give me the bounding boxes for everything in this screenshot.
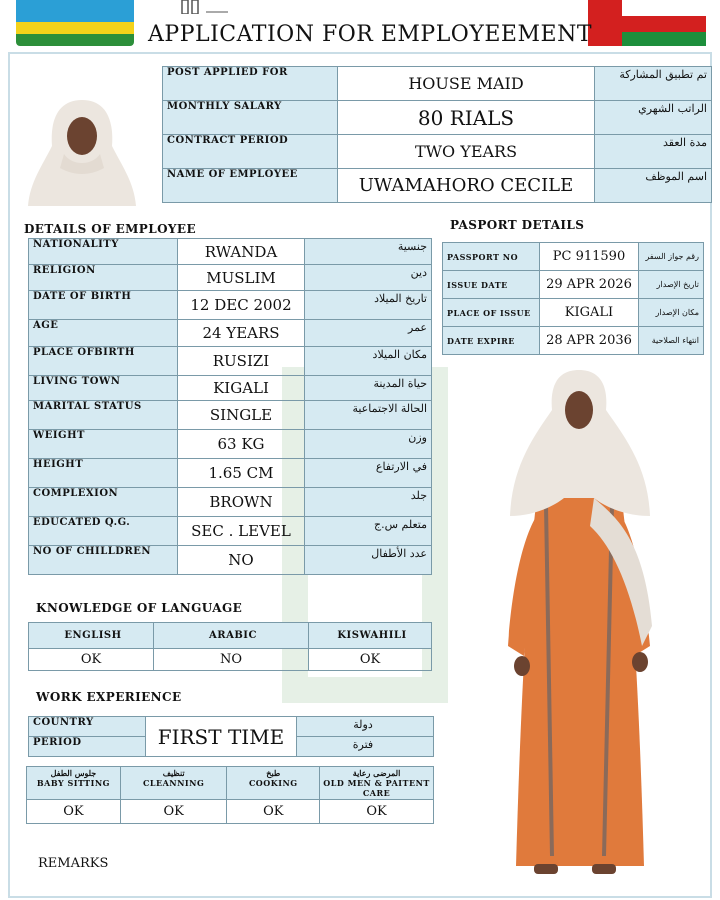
details-label: DATE OF BIRTH <box>29 291 178 320</box>
skill-value: OK <box>320 800 434 824</box>
passport-arabic: تاريخ الإصدار <box>639 271 704 299</box>
skill-arabic: طبخ <box>266 768 281 778</box>
passport-row <box>443 327 704 355</box>
passport-label: PASSPORT NO <box>443 243 540 271</box>
details-arabic: دين <box>305 265 432 291</box>
skill-value: OK <box>120 800 227 824</box>
language-english-value: OK <box>29 649 154 671</box>
contract-arabic: مدة العقد <box>595 135 712 169</box>
details-label: NO OF CHILLDREN <box>29 546 178 575</box>
name-arabic: اسم الموظف <box>595 169 712 203</box>
details-row <box>29 347 432 376</box>
passport-table <box>442 242 704 355</box>
skill-arabic: جلوس الطفل <box>50 768 97 778</box>
country-label: COUNTRY <box>29 717 146 737</box>
details-arabic: متعلم س.ج <box>305 517 432 546</box>
contract-value: TWO YEARS <box>338 135 595 169</box>
details-value: KIGALI <box>178 376 305 401</box>
salary-label: MONTHLY SALARY <box>163 101 338 135</box>
details-arabic: تاريخ الميلاد <box>305 291 432 320</box>
details-row <box>29 265 432 291</box>
details-arabic: حياة المدينة <box>305 376 432 401</box>
passport-heading: PASPORT DETAILS <box>450 218 585 232</box>
language-heading: KNOWLEDGE OF LANGUAGE <box>36 601 243 615</box>
details-label: HEIGHT <box>29 459 178 488</box>
details-value: SINGLE <box>178 401 305 430</box>
salary-arabic: الراتب الشهري <box>595 101 712 135</box>
oman-flag <box>588 0 706 46</box>
contract-label: CONTRACT PERIOD <box>163 135 338 169</box>
skill-arabic: تنظيف <box>162 768 185 778</box>
agency-logo-icon <box>180 0 230 14</box>
details-value: MUSLIM <box>178 265 305 291</box>
name-label: NAME OF EMPLOYEE <box>163 169 338 203</box>
details-label: LIVING TOWN <box>29 376 178 401</box>
passport-row <box>443 243 704 271</box>
details-value: SEC . LEVEL <box>178 517 305 546</box>
details-value: NO <box>178 546 305 575</box>
passport-arabic: انتهاء الصلاحية <box>639 327 704 355</box>
details-value: RWANDA <box>178 239 305 265</box>
country-arabic: دولة <box>297 717 434 737</box>
details-row <box>29 239 432 265</box>
details-label: MARITAL STATUS <box>29 401 178 430</box>
skill-header <box>27 767 121 800</box>
passport-label: DATE EXPIRE <box>443 327 540 355</box>
details-label: EDUCATED Q.G. <box>29 517 178 546</box>
details-arabic: مكان الميلاد <box>305 347 432 376</box>
passport-value: 28 APR 2036 <box>540 327 639 355</box>
details-row <box>29 517 432 546</box>
details-arabic: جنسية <box>305 239 432 265</box>
work-value: FIRST TIME <box>146 717 297 757</box>
remarks-label: REMARKS <box>38 856 109 871</box>
skill-label: OLD MEN & PAITENT CARE <box>323 778 430 798</box>
details-row <box>29 459 432 488</box>
period-label: PERIOD <box>29 737 146 757</box>
header-fields-table <box>162 66 712 203</box>
details-table <box>28 238 432 575</box>
passport-row <box>443 299 704 327</box>
passport-value: PC 911590 <box>540 243 639 271</box>
passport-label: ISSUE DATE <box>443 271 540 299</box>
details-row <box>29 291 432 320</box>
employee-full-photo <box>494 366 664 886</box>
details-arabic: جلد <box>305 488 432 517</box>
details-row <box>29 488 432 517</box>
details-label: PLACE OFBIRTH <box>29 347 178 376</box>
skill-label: COOKING <box>248 778 298 788</box>
skills-header-row <box>27 767 434 800</box>
details-row <box>29 546 432 575</box>
rwanda-flag <box>16 0 134 46</box>
details-value: BROWN <box>178 488 305 517</box>
language-kiswahili-label: KISWAHILI <box>309 623 432 649</box>
skill-header <box>120 767 227 800</box>
post-label: POST APPLIED FOR <box>163 67 338 101</box>
skill-arabic: المرضى رعاية <box>352 768 401 778</box>
details-value: RUSIZI <box>178 347 305 376</box>
details-label: AGE <box>29 320 178 347</box>
post-value: HOUSE MAID <box>338 67 595 101</box>
language-arabic-value: NO <box>154 649 309 671</box>
language-kiswahili-value: OK <box>309 649 432 671</box>
details-arabic: وزن <box>305 430 432 459</box>
page-title: APPLICATION FOR EMPLOYEEMENT <box>148 22 592 47</box>
details-label: NATIONALITY <box>29 239 178 265</box>
details-row <box>29 376 432 401</box>
period-arabic: فترة <box>297 737 434 757</box>
skills-value-row <box>27 800 434 824</box>
details-value: 24 YEARS <box>178 320 305 347</box>
skill-header <box>320 767 434 800</box>
language-arabic-label: ARABIC <box>154 623 309 649</box>
skill-value: OK <box>227 800 320 824</box>
skill-label: BABY SITTING <box>36 778 110 788</box>
details-arabic: في الارتفاع <box>305 459 432 488</box>
details-label: COMPLEXION <box>29 488 178 517</box>
passport-value: 29 APR 2026 <box>540 271 639 299</box>
passport-value: KIGALI <box>540 299 639 327</box>
passport-row <box>443 271 704 299</box>
passport-arabic: رقم جواز السفر <box>639 243 704 271</box>
details-label: RELIGION <box>29 265 178 291</box>
details-arabic: الحالة الاجتماعية <box>305 401 432 430</box>
details-label: WEIGHT <box>29 430 178 459</box>
language-table <box>28 622 432 671</box>
post-arabic: تم تطبيق المشاركة <box>595 67 712 101</box>
details-row <box>29 320 432 347</box>
passport-arabic: مكان الإصدار <box>639 299 704 327</box>
skill-header <box>227 767 320 800</box>
work-heading: WORK EXPERIENCE <box>36 690 182 704</box>
salary-value: 80 RIALS <box>338 101 595 135</box>
employee-portrait-photo <box>24 96 140 206</box>
skill-value: OK <box>27 800 121 824</box>
language-english-label: ENGLISH <box>29 623 154 649</box>
skill-label: CLEANNING <box>142 778 205 788</box>
name-value: UWAMAHORO CECILE <box>338 169 595 203</box>
passport-label: PLACE OF ISSUE <box>443 299 540 327</box>
details-heading: DETAILS OF EMPLOYEE <box>24 222 196 236</box>
details-row <box>29 401 432 430</box>
details-arabic: عمر <box>305 320 432 347</box>
work-table <box>28 716 434 757</box>
details-arabic: عدد الأطفال <box>305 546 432 575</box>
details-row <box>29 430 432 459</box>
details-value: 1.65 CM <box>178 459 305 488</box>
details-value: 12 DEC 2002 <box>178 291 305 320</box>
skills-table <box>26 766 434 824</box>
details-value: 63 KG <box>178 430 305 459</box>
